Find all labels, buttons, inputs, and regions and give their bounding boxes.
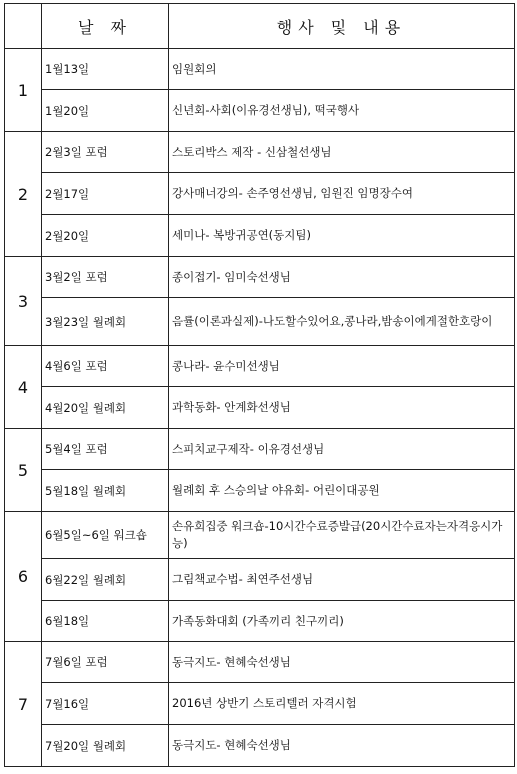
event-cell: 가족동화대회 (가족끼리 친구끼리) xyxy=(169,601,515,642)
event-cell: 동극지도- 현혜숙선생님 xyxy=(169,725,515,767)
event-cell: 음률(이론과실제)-나도할수있어요,콩나라,밤송이에게절한호랑이 xyxy=(169,298,515,346)
table-row xyxy=(5,298,515,346)
date-cell: 7월20일 월례회 xyxy=(42,725,169,767)
header-event: 행사 및 내용 xyxy=(169,4,515,49)
date-cell: 7월16일 xyxy=(42,683,169,725)
table-row xyxy=(5,601,515,642)
table-row xyxy=(5,215,515,257)
date-cell: 1월13일 xyxy=(42,49,169,90)
event-cell: 콩나라- 윤수미선생님 xyxy=(169,346,515,387)
table-row xyxy=(5,257,515,298)
month-number: 3 xyxy=(5,257,42,346)
event-cell: 스토리박스 제작 - 신삼철선생님 xyxy=(169,132,515,173)
table-row xyxy=(5,429,515,470)
table-row xyxy=(5,49,515,90)
date-cell: 4월6일 포럼 xyxy=(42,346,169,387)
date-cell: 2월20일 xyxy=(42,215,169,257)
date-cell: 3월23일 월례회 xyxy=(42,298,169,346)
table-row xyxy=(5,173,515,215)
event-cell: 세미나- 복방귀공연(동지팀) xyxy=(169,215,515,257)
date-cell: 7월6일 포럼 xyxy=(42,642,169,683)
date-cell: 6월5일~6일 워크숍 xyxy=(42,512,169,559)
header-month-cell xyxy=(5,4,42,49)
table-row xyxy=(5,387,515,429)
schedule-table xyxy=(4,3,515,767)
event-cell: 종이접기- 임미숙선생님 xyxy=(169,257,515,298)
date-cell: 5월4일 포럼 xyxy=(42,429,169,470)
event-cell: 동극지도- 현혜숙선생님 xyxy=(169,642,515,683)
table-row xyxy=(5,470,515,512)
event-cell: 스피치교구제작- 이유경선생님 xyxy=(169,429,515,470)
event-cell: 월례회 후 스승의날 야유회- 어린이대공원 xyxy=(169,470,515,512)
month-number: 4 xyxy=(5,346,42,429)
table-row xyxy=(5,642,515,683)
event-cell: 과학동화- 안계화선생님 xyxy=(169,387,515,429)
table-row xyxy=(5,512,515,559)
date-cell: 3월2일 포럼 xyxy=(42,257,169,298)
month-number: 5 xyxy=(5,429,42,512)
event-cell: 그림책교수법- 최연주선생님 xyxy=(169,559,515,601)
table-row xyxy=(5,90,515,132)
date-cell: 2월17일 xyxy=(42,173,169,215)
table-row xyxy=(5,559,515,601)
event-cell: 강사매너강의- 손주영선생님, 임원진 임명장수여 xyxy=(169,173,515,215)
date-cell: 4월20일 월례회 xyxy=(42,387,169,429)
header-row xyxy=(5,4,515,49)
event-cell: 손유희집중 워크숍-10시간수료증발급(20시간수료자는자격응시가능) xyxy=(169,512,515,559)
month-number: 2 xyxy=(5,132,42,257)
table-row xyxy=(5,346,515,387)
month-number: 7 xyxy=(5,642,42,767)
date-cell: 5월18일 월례회 xyxy=(42,470,169,512)
header-date: 날 짜 xyxy=(42,4,169,49)
event-cell: 임원회의 xyxy=(169,49,515,90)
event-cell: 2016년 상반기 스토리텔러 자격시험 xyxy=(169,683,515,725)
month-number: 1 xyxy=(5,49,42,132)
table-row xyxy=(5,725,515,767)
date-cell: 6월22일 월례회 xyxy=(42,559,169,601)
month-number: 6 xyxy=(5,512,42,642)
table-row xyxy=(5,132,515,173)
date-cell: 1월20일 xyxy=(42,90,169,132)
event-cell: 신년회-사회(이유경선생님), 떡국행사 xyxy=(169,90,515,132)
table-row xyxy=(5,683,515,725)
date-cell: 6월18일 xyxy=(42,601,169,642)
date-cell: 2월3일 포럼 xyxy=(42,132,169,173)
